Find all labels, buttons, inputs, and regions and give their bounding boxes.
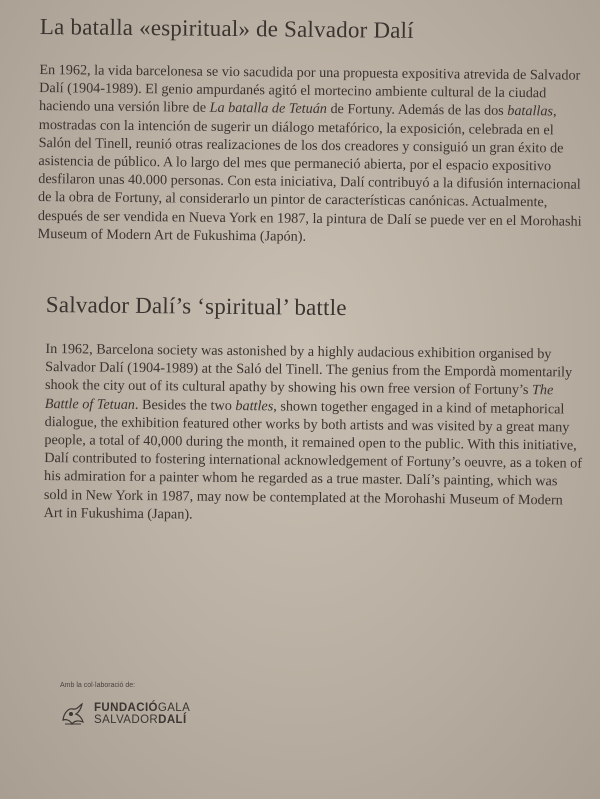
english-section [43, 292, 586, 542]
logo-salvador: SALVADOR [94, 714, 159, 726]
english-battles-word: battles [235, 397, 274, 414]
english-title: Salvador Dalí’s ‘spiritual’ battle [45, 292, 347, 321]
logo-line-1 [94, 702, 190, 714]
logo-fundacio: FUNDACIÓ [94, 702, 158, 714]
spanish-text-part-1: En 1962, la vida barcelonesa se vio sacudida por una propuesta expositiva atrevida de Salvador Dalí (1904-1989). El genio ampurdanés agitó el mortecino ambiente cultural de la ciudad haciendo una versión libre de [38, 61, 581, 117]
logo-gala: GALA [157, 702, 191, 714]
spanish-title: La batalla «espiritual» de Salvador Dalí [39, 14, 414, 43]
spanish-paragraph [38, 61, 585, 249]
english-artwork-title: The Battle of Tetuan [44, 382, 554, 413]
collaboration-label: Amb la col·laboració de: [60, 682, 136, 689]
logo-line-2 [94, 714, 190, 726]
spanish-text-part-3: , mostradas con la intención de sugerir un diálogo metafórico, la exposición, celebrada en el Salón del Tinell, reunió otras realizaciones de los dos creadores y consiguió un gran éxito de asistencia de público. A lo largo del mes que permaneció abierta, por el espacio expositivo desfilaron unas 40.000 personas. Con esta iniciativa, Dalí contribuyó a la difusión internacional de la obra de Fortuny, al considerarlo un pintor de características canónicas. Actualmente, después de ser vendida en Nueva York en 1987, la pintura de Dalí se puede ver en el Morohashi Museum of Modern Art de Fukushima (Japón). [37, 103, 582, 245]
english-text-part-3: , shown together engaged in a kind of metaphorical dialogue, the exhibition featured other works by both artists and was visited by a great many people, a total of 40,000 during the month, it remained open to the public. With this initiative, Dalí contributed to fostering international acknowledgement of Fortuny’s oeuvre, as a token of his admiration for a painter whom he regarded as a true master. Dalí’s painting, which was sold in New York in 1987, may now be contemplated at the Morohashi Museum of Modern Art in Fukushima (Japan). [43, 397, 583, 523]
logo-dali: DALÍ [158, 714, 187, 726]
dali-foundation-emblem-icon [60, 700, 86, 728]
spanish-text-part-2: de Fortuny. Además de las dos [326, 101, 508, 120]
logo-wordmark [94, 702, 190, 726]
english-text-part-1: In 1962, Barcelona society was astonished by a highly audacious exhibition organised by Salvador Dalí (1904-1989) at the Saló del Tinell. The genius from the Empordà momentarily shook the city out of its cultural apathy by showing his own free version of Fortuny’s [44, 340, 573, 399]
spanish-battles-word: batallas [507, 103, 554, 120]
spanish-artwork-title: La batalla de Tetuán [209, 100, 328, 118]
spanish-section [37, 14, 585, 263]
fundacio-gala-salvador-dali-logo [60, 700, 190, 728]
english-paragraph [44, 340, 586, 528]
english-text-part-2: . Besides the two [134, 396, 236, 414]
